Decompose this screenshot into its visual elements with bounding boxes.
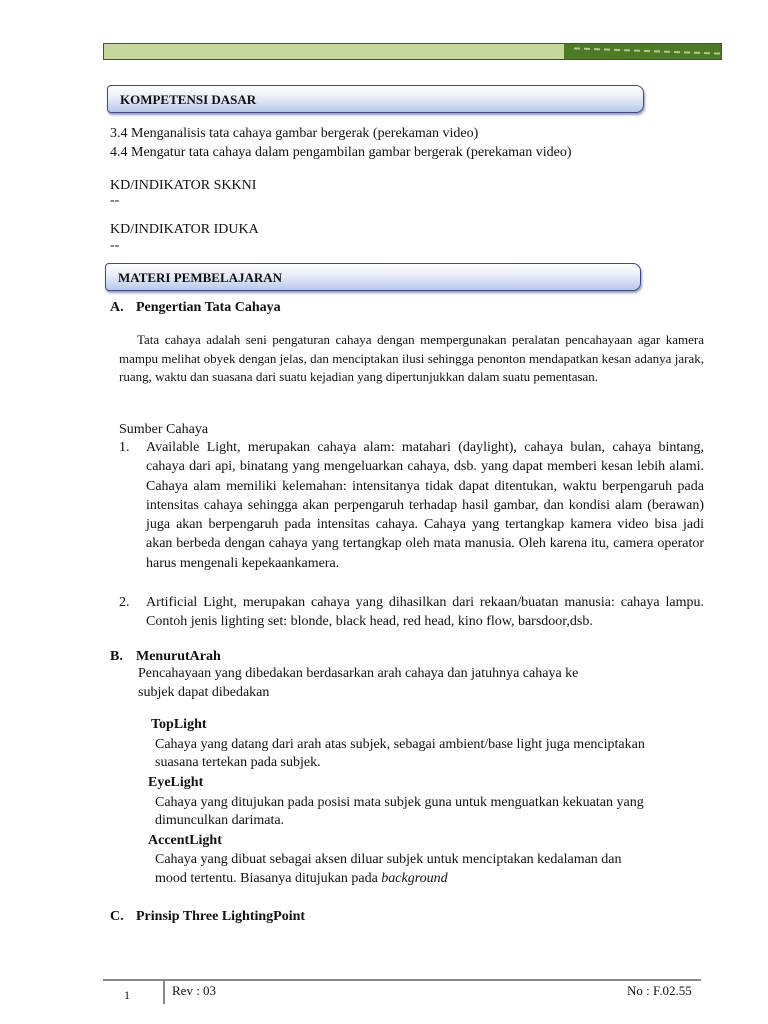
- kompetensi-heading-text: KOMPETENSI DASAR: [120, 92, 257, 107]
- accentlight-italic: background: [381, 871, 448, 886]
- footer-vertical-divider: [163, 981, 165, 1004]
- section-c-title: Prinsip Three LightingPoint: [136, 909, 306, 924]
- section-b-title: MenurutArah: [136, 649, 221, 664]
- revision: Rev : 03: [172, 983, 217, 998]
- skkni-label: KD/INDIKATOR SKKNI: [110, 178, 257, 193]
- section-b-intro-2: subjek dapat dibedakan: [138, 685, 270, 700]
- iduka-label: KD/INDIKATOR IDUKA: [110, 222, 259, 237]
- header-bar: [103, 43, 722, 60]
- footer-divider: [103, 979, 701, 981]
- materi-heading: [105, 263, 641, 291]
- eyelight-line-1: Cahaya yang ditujukan pada posisi mata subjek guna untuk menguatkan kekuatan yang: [155, 795, 644, 810]
- list-number: 1.: [119, 440, 130, 455]
- toplight-line-2: suasana tertekan pada subjek.: [155, 755, 321, 770]
- section-b-marker: B.: [110, 649, 123, 664]
- header-bar-light: [104, 44, 564, 59]
- sumber-list-item-2: [119, 593, 704, 632]
- section-a-paragraph: Tata cahaya adalah seni pengaturan cahaya dengan mempergunakan peralatan pencahayaan agar kamera mampu melihat obyek dengan jelas, dan menciptakan ilusi sehingga penonton mendapatkan kesan adanya jarak, ruang, waktu dan suasana dari suatu kejadian yang dipertunjukkan dalam suatu pementasan.: [119, 332, 704, 384]
- toplight-title: TopLight: [151, 717, 207, 732]
- section-c-marker: C.: [110, 909, 124, 924]
- section-a-title: Pengertian Tata Cahaya: [136, 300, 281, 315]
- kompetensi-heading: [107, 85, 644, 113]
- list-item-text: Artificial Light, merupakan cahaya yang dihasilkan dari rekaan/buatan manusia: cahaya lampu. Contoh jenis lighting set: blonde, black head, red head, kino flow, barsdoor,dsb.: [146, 595, 704, 630]
- accentlight-line-2-text: mood tertentu. Biasanya ditujukan pada: [155, 871, 378, 886]
- iduka-value: --: [110, 238, 120, 253]
- eyelight-line-2: dimunculkan darimata.: [155, 813, 285, 828]
- list-number: 2.: [119, 595, 130, 610]
- materi-heading-text: MATERI PEMBELAJARAN: [118, 270, 283, 285]
- kompetensi-item-2: 4.4 Mengatur tata cahaya dalam pengambilan gambar bergerak (perekaman video): [110, 145, 572, 160]
- kompetensi-item-1: 3.4 Menganalisis tata cahaya gambar bergerak (perekaman video): [110, 126, 479, 141]
- document-number: No : F.02.55: [627, 983, 692, 998]
- toplight-line-1: Cahaya yang datang dari arah atas subjek, sebagai ambient/base light juga menciptakan: [155, 737, 645, 752]
- accentlight-line-2: [155, 869, 448, 888]
- list-item-text: Available Light, merupakan cahaya alam: matahari (daylight), cahaya bulan, cahaya bintang, cahaya dari api, binatang yang mengeluarkan cahaya, dsb. yang dapat memberi kesan lebih alami. Cahaya alam memiliki kelemahan: intensitanya tidak dapat ditentukan, waktu berpengaruh pada intensitas cahaya sehingga akan perpengaruh terhadap hasil gambar, dan kondisi alam (berawan) juga akan berpengaruh pada intensitas cahaya. Cahaya yang tertangkap kamera video bisa jadi akan berbeda dengan cahaya yang tertangkap oleh mata manusia. Oleh karena itu, camera operator harus mengenali kepekaankamera.: [146, 440, 704, 571]
- header-bar-dark: [564, 44, 721, 59]
- accentlight-line-1: Cahaya yang dibuat sebagai aksen diluar subjek untuk menciptakan kedalaman dan: [155, 852, 622, 867]
- section-b-intro-1: Pencahayaan yang dibedakan berdasarkan arah cahaya dan jatuhnya cahaya ke: [138, 666, 579, 681]
- eyelight-title: EyeLight: [148, 775, 204, 790]
- section-a-marker: A.: [110, 300, 124, 315]
- page-number: 1: [124, 988, 130, 1002]
- accentlight-title: AccentLight: [148, 833, 222, 848]
- skkni-value: --: [110, 193, 120, 208]
- sumber-cahaya-title: Sumber Cahaya: [119, 422, 209, 437]
- sumber-list-item-1: [119, 438, 704, 573]
